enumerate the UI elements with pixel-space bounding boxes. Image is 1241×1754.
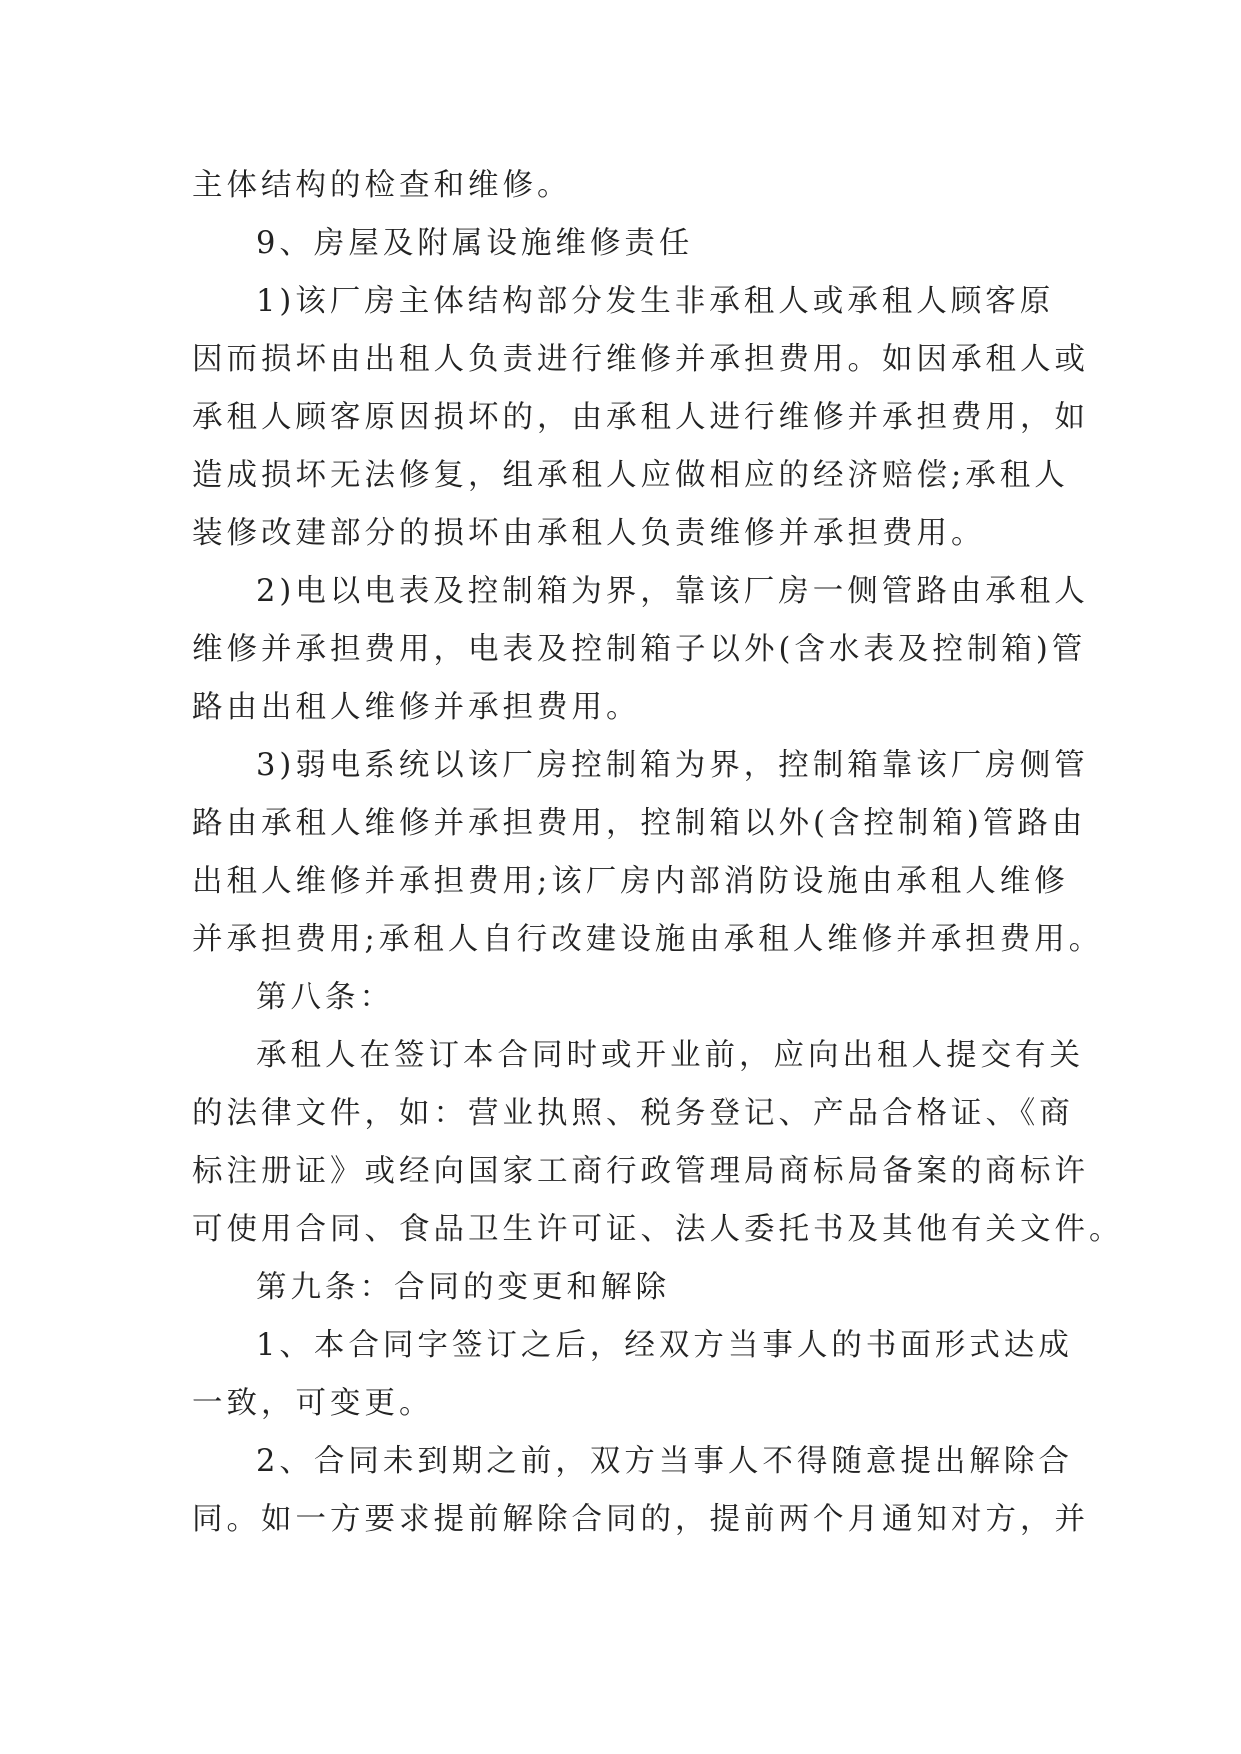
- text-line: 同。如一方要求提前解除合同的，提前两个月通知对方，并: [192, 1502, 1089, 1537]
- text-line: 可使用合同、食品卫生许可证、法人委托书及其他有关文件。: [192, 1212, 1124, 1247]
- text-line: 1)该厂房主体结构部分发生非承租人或承租人顾客原: [256, 284, 1055, 319]
- text-line: 造成损坏无法修复，组承租人应做相应的经济赔偿;承租人: [192, 458, 1069, 493]
- article-heading: 第八条：: [256, 980, 394, 1015]
- text-line: 承租人在签订本合同时或开业前，应向出租人提交有关: [256, 1038, 1084, 1073]
- section-heading: 9、房屋及附属设施维修责任: [256, 226, 694, 261]
- text-line: 因而损坏由出租人负责进行维修并承担费用。如因承租人或: [192, 342, 1089, 377]
- text-line: 装修改建部分的损坏由承租人负责维修并承担费用。: [192, 516, 986, 551]
- text-line: 出租人维修并承担费用;该厂房内部消防设施由承租人维修: [192, 864, 1069, 899]
- text-line: 1、本合同字签订之后，经双方当事人的书面形式达成: [256, 1328, 1073, 1363]
- article-heading: 第九条：合同的变更和解除: [256, 1270, 670, 1305]
- text-line: 并承担费用;承租人自行改建设施由承租人维修并承担费用。: [192, 922, 1104, 957]
- text-line: 的法律文件，如：营业执照、税务登记、产品合格证、《商: [192, 1096, 1074, 1131]
- text-line: 维修并承担费用，电表及控制箱子以外(含水表及控制箱)管: [192, 632, 1087, 667]
- text-line: 标注册证》或经向国家工商行政管理局商标局备案的商标许: [192, 1154, 1089, 1189]
- text-line: 2)电以电表及控制箱为界，靠该厂房一侧管路由承租人: [256, 574, 1089, 609]
- text-line: 路由承租人维修并承担费用，控制箱以外(含控制箱)管路由: [192, 806, 1087, 841]
- text-line: 路由出租人维修并承担费用。: [192, 690, 641, 725]
- text-line: 2、合同未到期之前，双方当事人不得随意提出解除合: [256, 1444, 1073, 1479]
- text-line: 3)弱电系统以该厂房控制箱为界，控制箱靠该厂房侧管: [256, 748, 1089, 783]
- text-line: 一致，可变更。: [192, 1386, 434, 1421]
- text-line: 承租人顾客原因损坏的，由承租人进行维修并承担费用，如: [192, 400, 1089, 435]
- text-line: 主体结构的检查和维修。: [192, 168, 572, 203]
- document-body: [192, 157, 1124, 1549]
